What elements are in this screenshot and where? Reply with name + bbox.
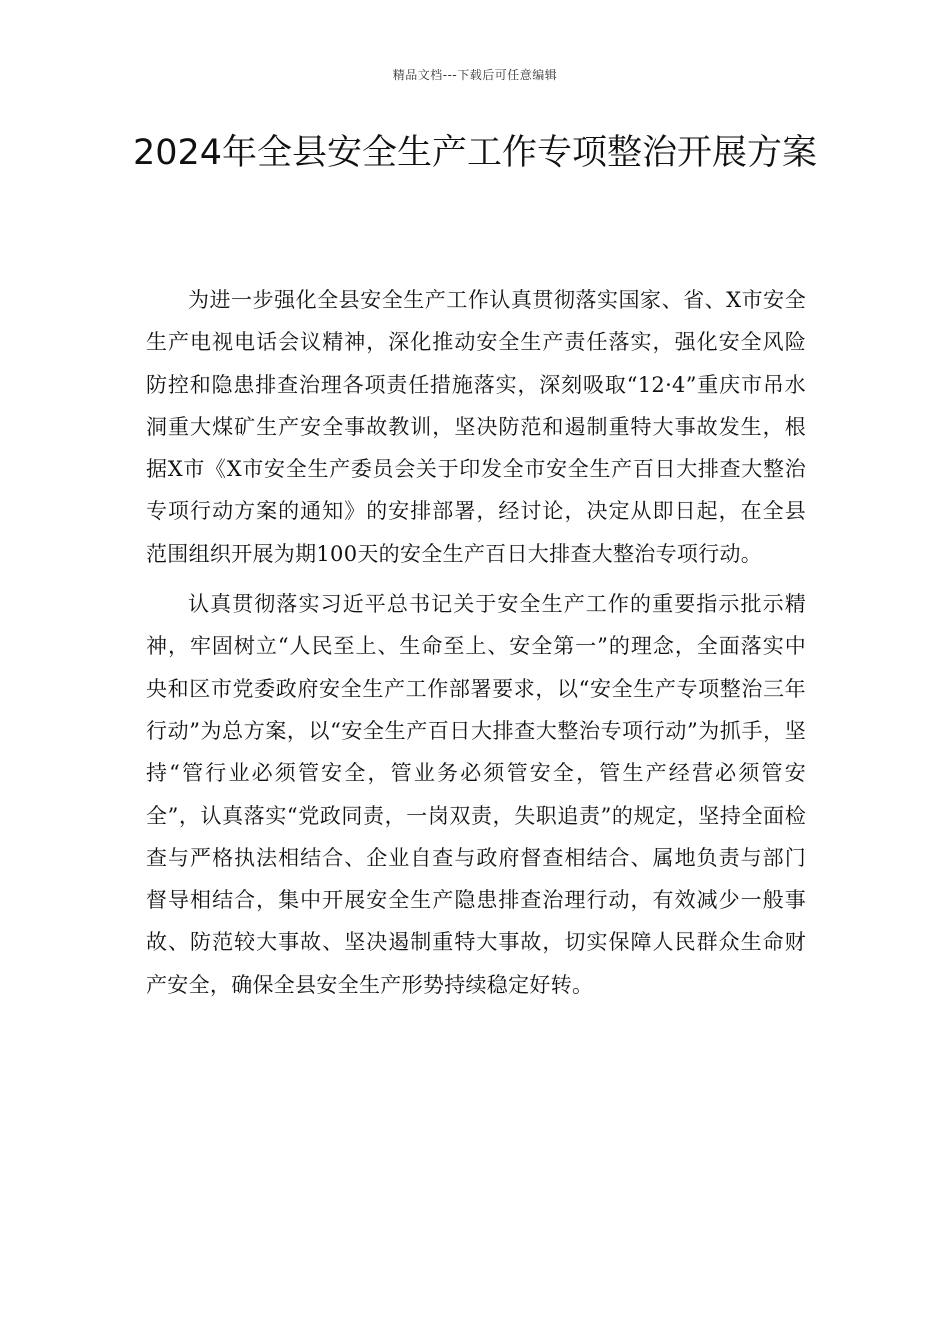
body-paragraph: 为进一步强化全县安全生产工作认真贯彻落实国家、省、X市安全生产电视电话会议精神，深化推动安全生产责任落实，强化安全风险防控和隐患排查治理各项责任措施落实，深刻吸取“12·4”重庆市吊水洞重大煤矿生产安全事故教训，坚决防范和遏制重特大事故发生，根据X市《X市安全生产委员会关于印发全市安全生产百日大排查大整治专项行动方案的通知》的安排部署，经讨论，决定从即日起，在全县范围组织开展为期100天的安全生产百日大排查大整治专项行动。 xyxy=(146,288,806,566)
header-note: 精品文档---下载后可任意编辑 xyxy=(392,68,558,82)
document-body xyxy=(146,279,806,1006)
body-paragraph: 认真贯彻落实习近平总书记关于安全生产工作的重要指示批示精神，牢固树立“人民至上、生命至上、安全第一”的理念，全面落实中央和区市党委政府安全生产工作部署要求，以“安全生产专项整治三年行动”为总方案，以“安全生产百日大排查大整治专项行动”为抓手，坚持“管行业必须管安全，管业务必须管安全，管生产经营必须管安全”，认真落实“党政同责，一岗双责，失职追责”的规定，坚持全面检查与严格执法相结合、企业自查与政府督查相结合、属地负责与部门督导相结合，集中开展安全生产隐患排查治理行动，有效减少一般事故、防范较大事故、坚决遏制重特大事故，切实保障人民群众生命财产安全，确保全县安全生产形势持续稳定好转。 xyxy=(146,592,806,997)
document-title: 2024年全县安全生产工作专项整治开展方案 xyxy=(132,133,818,173)
